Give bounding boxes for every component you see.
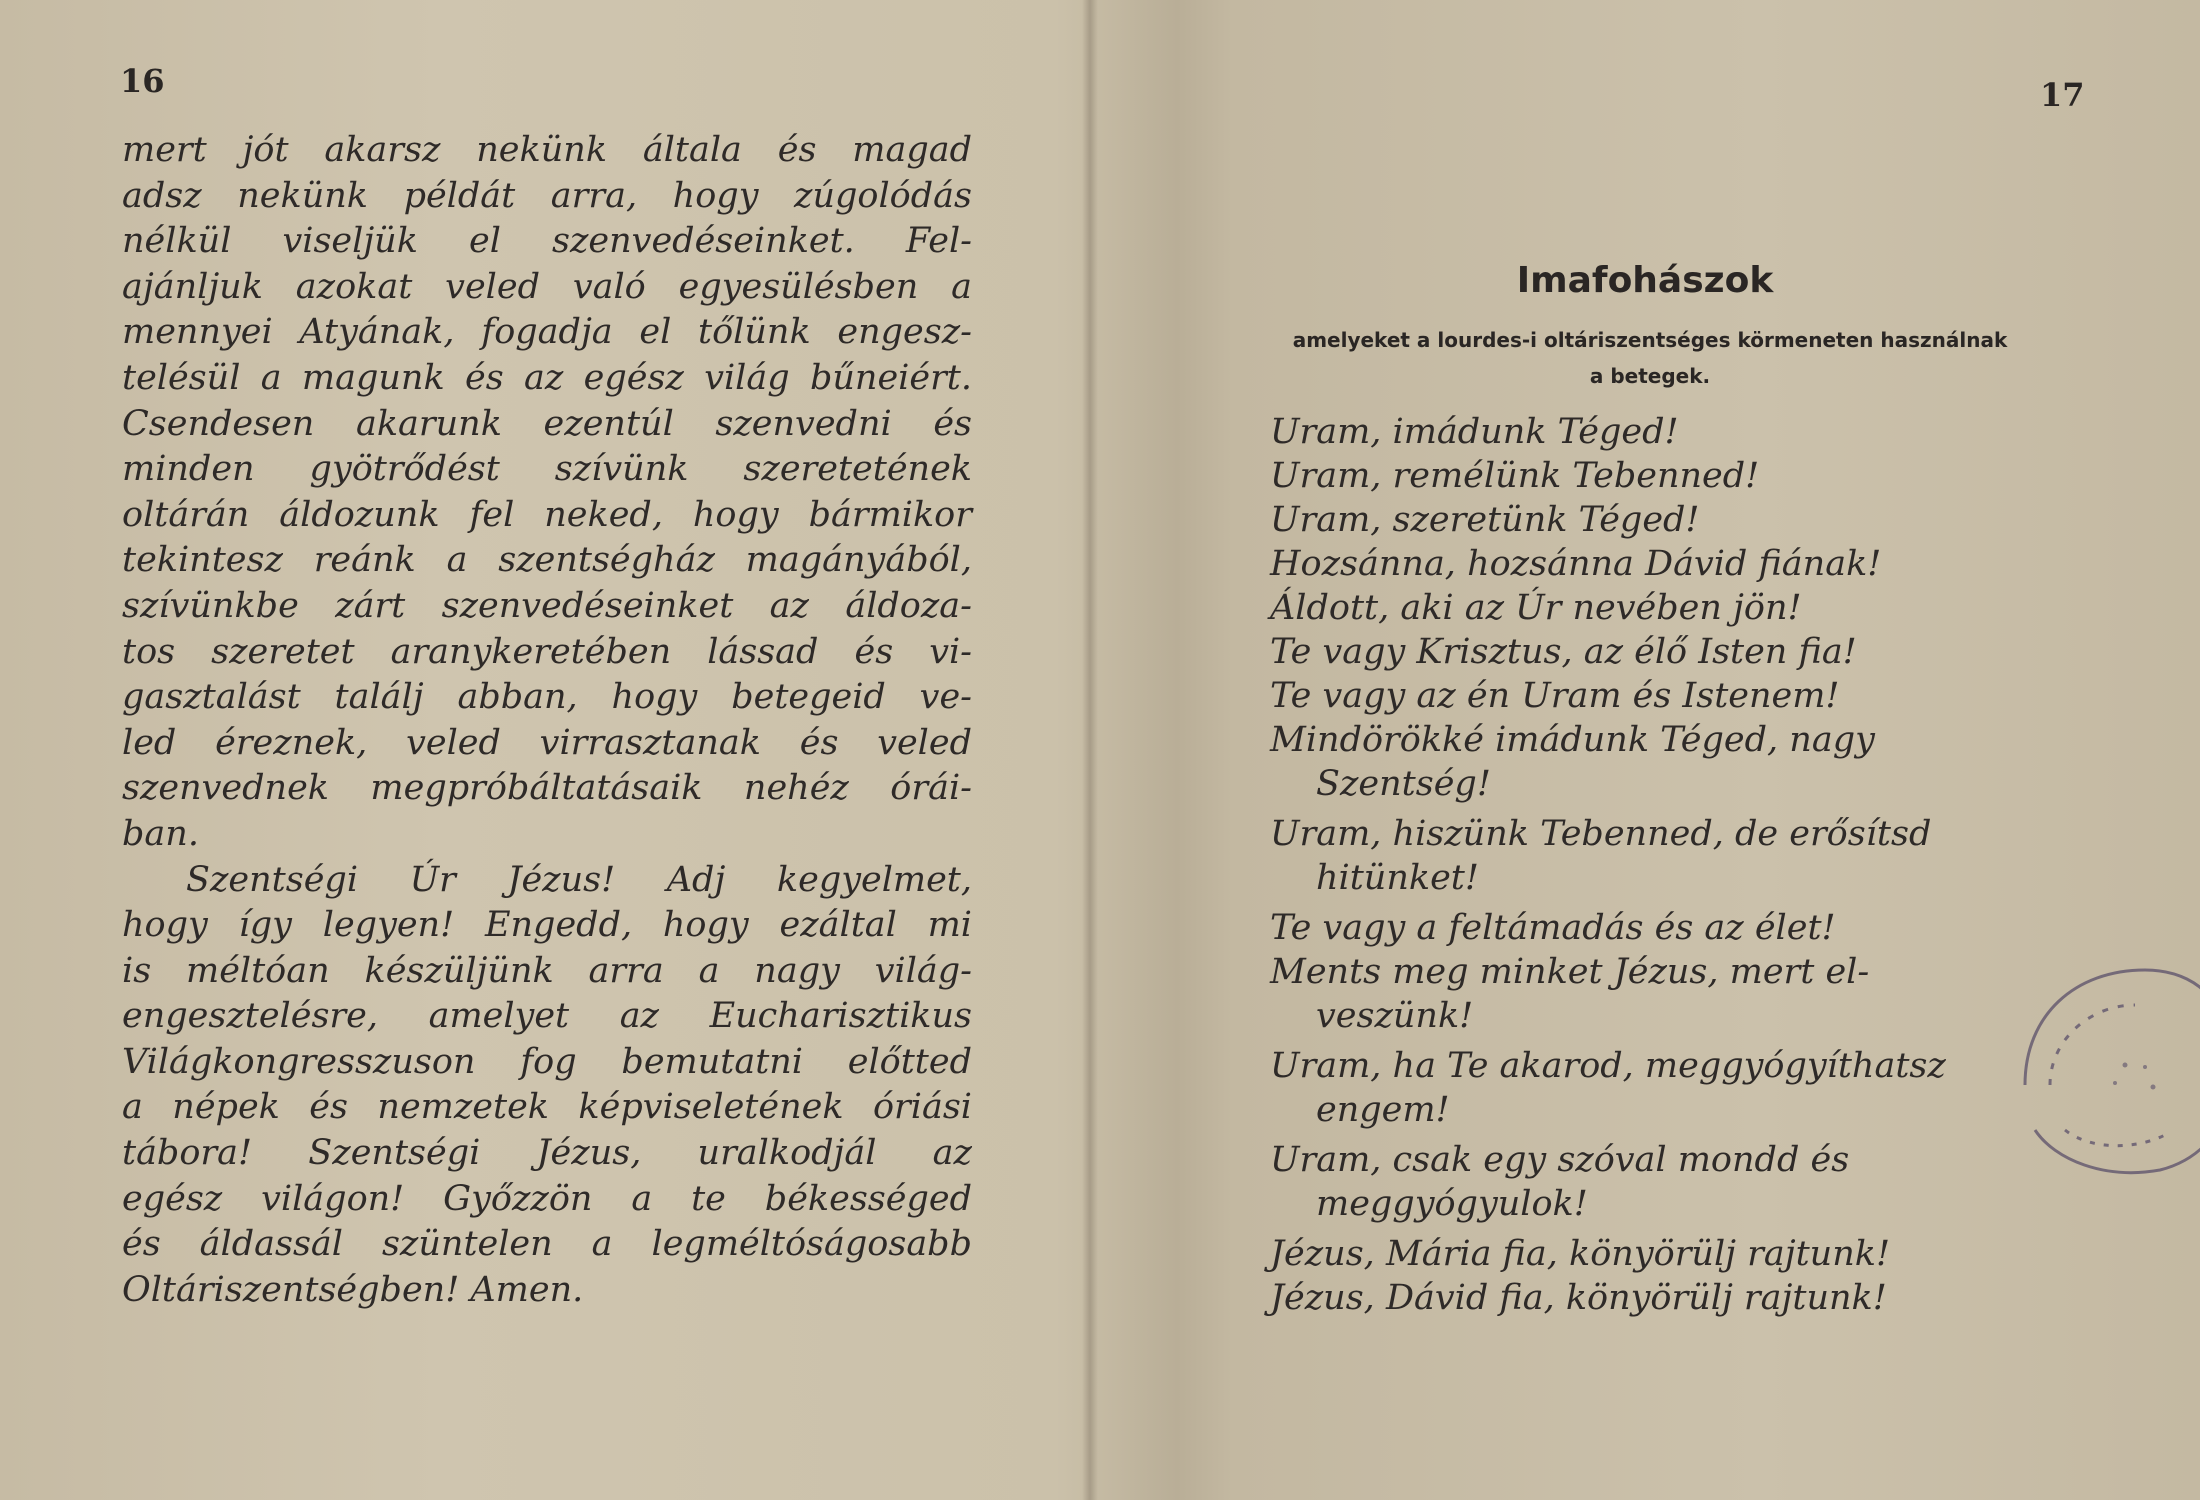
prose-line: minden gyötrődést szívünk szeretetének xyxy=(122,449,972,490)
prose-line: szívünkbe zárt szenvedéseinket az áldoza- xyxy=(122,585,972,626)
prose-line: telésül a magunk és az egész világ bűneiért. xyxy=(122,357,972,398)
prayer-line: Uram, csak egy szóval mondd és xyxy=(1270,1140,1850,1180)
prose-line: egész világon! Győzzön a te békességed xyxy=(122,1178,972,1219)
prose-line: Szentségi Úr Jézus! Adj kegyelmet, xyxy=(186,859,972,900)
prayer-line: Te vagy a feltámadás és az élet! xyxy=(1270,908,1836,948)
prayer-line: Jézus, Dávid fia, könyörülj rajtunk! xyxy=(1270,1278,1887,1318)
prose-line: hogy így legyen! Engedd, hogy ezáltal mi xyxy=(122,905,972,946)
prose-line: tos szeretet aranykeretében lássad és vi- xyxy=(122,631,972,672)
prose-line: mennyei Atyának, fogadja el tőlünk engesz- xyxy=(122,312,972,353)
prose-line: led éreznek, veled virrasztanak és veled xyxy=(122,722,972,763)
prose-line: is méltóan készüljünk arra a nagy világ- xyxy=(122,950,972,991)
right-page-number: 17 xyxy=(2040,76,2085,114)
prose-line: Oltáriszentségben! Amen. xyxy=(122,1269,584,1310)
prayer-line: Te vagy az én Uram és Istenem! xyxy=(1270,676,1840,716)
prayer-line: veszünk! xyxy=(1316,996,1474,1036)
prayer-line: Áldott, aki az Úr nevében jön! xyxy=(1270,588,1802,628)
prose-line: tábora! Szentségi Jézus, uralkodjál az xyxy=(122,1133,972,1174)
library-stamp-icon xyxy=(1995,955,2200,1215)
prose-line: Csendesen akarunk ezentúl szenvedni és xyxy=(122,403,972,444)
prose-line: oltárán áldozunk fel neked, hogy bármikor xyxy=(122,494,972,535)
prayer-line: Szentség! xyxy=(1316,764,1491,804)
prose-line: Világkongresszuson fog bemutatni előtted xyxy=(122,1041,972,1082)
section-title: Imafohászok xyxy=(1516,260,1774,301)
prose-line: gasztalást találj abban, hogy betegeid ve- xyxy=(122,677,972,718)
prose-line: adsz nekünk példát arra, hogy zúgolódás xyxy=(122,175,972,216)
left-page-prose xyxy=(122,128,972,1313)
prose-line: tekintesz reánk a szentségház magányából, xyxy=(122,540,972,581)
section-subtitle xyxy=(1240,322,2060,394)
left-page-number: 16 xyxy=(120,62,165,100)
prose-line: ban. xyxy=(122,813,199,854)
prayer-line: hitünket! xyxy=(1316,858,1479,898)
prose-line: nélkül viseljük el szenvedéseinket. Fel- xyxy=(122,221,972,262)
prayer-line: Uram, imádunk Téged! xyxy=(1270,412,1679,452)
prose-line: ajánljuk azokat veled való egyesülésben a xyxy=(122,266,972,307)
prose-line: engesztelésre, amelyet az Eucharisztikus xyxy=(122,996,972,1037)
prayer-line: Mindörökké imádunk Téged, nagy xyxy=(1270,720,1875,760)
prayer-line: Jézus, Mária fia, könyörülj rajtunk! xyxy=(1270,1234,1891,1274)
prose-line: szenvednek megpróbáltatásaik nehéz órái- xyxy=(122,768,972,809)
prose-line: és áldassál szüntelen a legméltóságosabb xyxy=(122,1224,972,1265)
subtitle-line: a betegek. xyxy=(1589,364,1711,388)
prayer-line: Uram, hiszünk Tebenned, de erősítsd xyxy=(1270,814,1932,854)
prayer-line: Uram, szeretünk Téged! xyxy=(1270,500,1700,540)
prayer-line: Uram, remélünk Tebenned! xyxy=(1270,456,1760,496)
prayer-line: Uram, ha Te akarod, meggyógyíthatsz xyxy=(1270,1046,1946,1086)
prayer-line: Te vagy Krisztus, az élő Isten fia! xyxy=(1270,632,1857,672)
prose-line: mert jót akarsz nekünk általa és magad xyxy=(122,130,972,170)
prayer-line: engem! xyxy=(1316,1090,1450,1130)
prayer-line: meggyógyulok! xyxy=(1316,1184,1588,1224)
prose-line: a népek és nemzetek képviseletének óriási xyxy=(122,1087,972,1128)
subtitle-line: amelyeket a lourdes-i oltáriszentséges körmeneten használnak xyxy=(1292,328,2008,352)
prayer-line: Hozsánna, hozsánna Dávid fiának! xyxy=(1270,544,1882,584)
prayer-line: Ments meg minket Jézus, mert el- xyxy=(1270,952,1870,992)
